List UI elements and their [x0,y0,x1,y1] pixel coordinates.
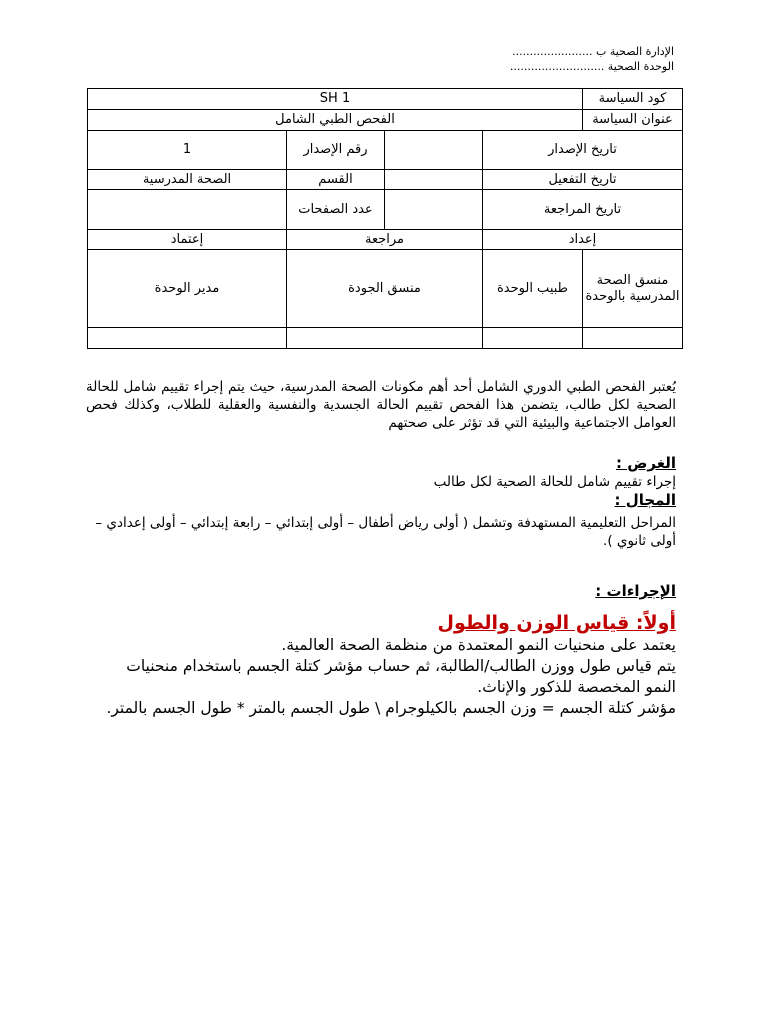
issue-date-value [385,131,483,170]
activation-date-value [385,170,483,190]
section1-line: مؤشر كتلة الجسم = وزن الجسم بالكيلوجرام \ طول الجسم بالمتر * طول الجسم بالمتر. [106,699,676,717]
signature-cell [583,328,683,349]
signature-cell [483,328,583,349]
table-row [88,250,683,328]
pages-label: عدد الصفحات [287,190,385,230]
department-value: الصحة المدرسية [88,170,287,190]
intro-paragraph: يُعتبر الفحص الطبي الدوري الشامل أحد أهم مكونات الصحة المدرسية، حيث يتم إجراء تقييم شامل للحالة الصحية لكل طالب، يتضمن هذا الفحص تقييم الحالة الجسدية والنفسية والعقلية للطلاب، وكذلك فحص العوامل الاجتماعية والبيئية التي قد تؤثر على صحتهم [86,379,676,431]
prepared-label: إعداد [483,230,683,250]
section1-heading: أولاً: قياس الوزن والطول [437,612,676,634]
policy-title-label: عنوان السياسة [583,110,683,131]
health-unit-line: الوحدة الصحية ........................... [509,60,674,73]
review-date-value [385,190,483,230]
signature-cell [287,328,483,349]
table-row [88,110,683,131]
table-row [88,131,683,170]
signature-cell [88,328,287,349]
table-row [88,328,683,349]
version-value: 1 [88,131,287,170]
preparer-school-health-coordinator: منسق الصحة المدرسية بالوحدة [583,250,683,328]
issue-date-label: تاريخ الإصدار [483,131,683,170]
procedures-heading: الإجراءات : [595,582,676,600]
scope-text: المراحل التعليمية المستهدفة وتشمل ( أولى رياض أطفال – أولى إبتدائي – رابعة إبتدائي – أولى إعدادي – أولى ثانوي ). [95,515,676,549]
policy-title-value: الفحص الطبي الشامل [88,110,583,131]
document-body [86,378,676,719]
table-row [88,170,683,190]
purpose-heading: الغرض : [616,454,676,472]
reviewed-label: مراجعة [287,230,483,250]
policy-code-value: SH 1 [88,89,583,110]
purpose-text: إجراء تقييم شامل للحالة الصحية لكل طالب [433,474,676,490]
scope-heading: المجال : [614,491,676,509]
version-label: رقم الإصدار [287,131,385,170]
health-administration-line: الإدارة الصحية ب ....................... [512,45,674,58]
section1-line: النمو المخصصة للذكور والإناث. [477,678,676,696]
table-row [88,230,683,250]
reviewer-quality-coordinator: منسق الجودة [287,250,483,328]
department-label: القسم [287,170,385,190]
pages-value [88,190,287,230]
policy-info-table [87,88,683,349]
section1-line: يتم قياس طول ووزن الطالب/الطالبة، ثم حساب مؤشر كتلة الجسم باستخدام منحنيات [126,657,676,675]
table-row [88,190,683,230]
preparer-unit-doctor: طبيب الوحدة [483,250,583,328]
approved-label: إعتماد [88,230,287,250]
activation-date-label: تاريخ التفعيل [483,170,683,190]
policy-code-label: كود السياسة [583,89,683,110]
table-row [88,89,683,110]
review-date-label: تاريخ المراجعة [483,190,683,230]
approver-unit-director: مدير الوحدة [88,250,287,328]
section1-line: يعتمد على منحنيات النمو المعتمدة من منظمة الصحة العالمية. [281,636,676,654]
document-header [510,44,674,74]
